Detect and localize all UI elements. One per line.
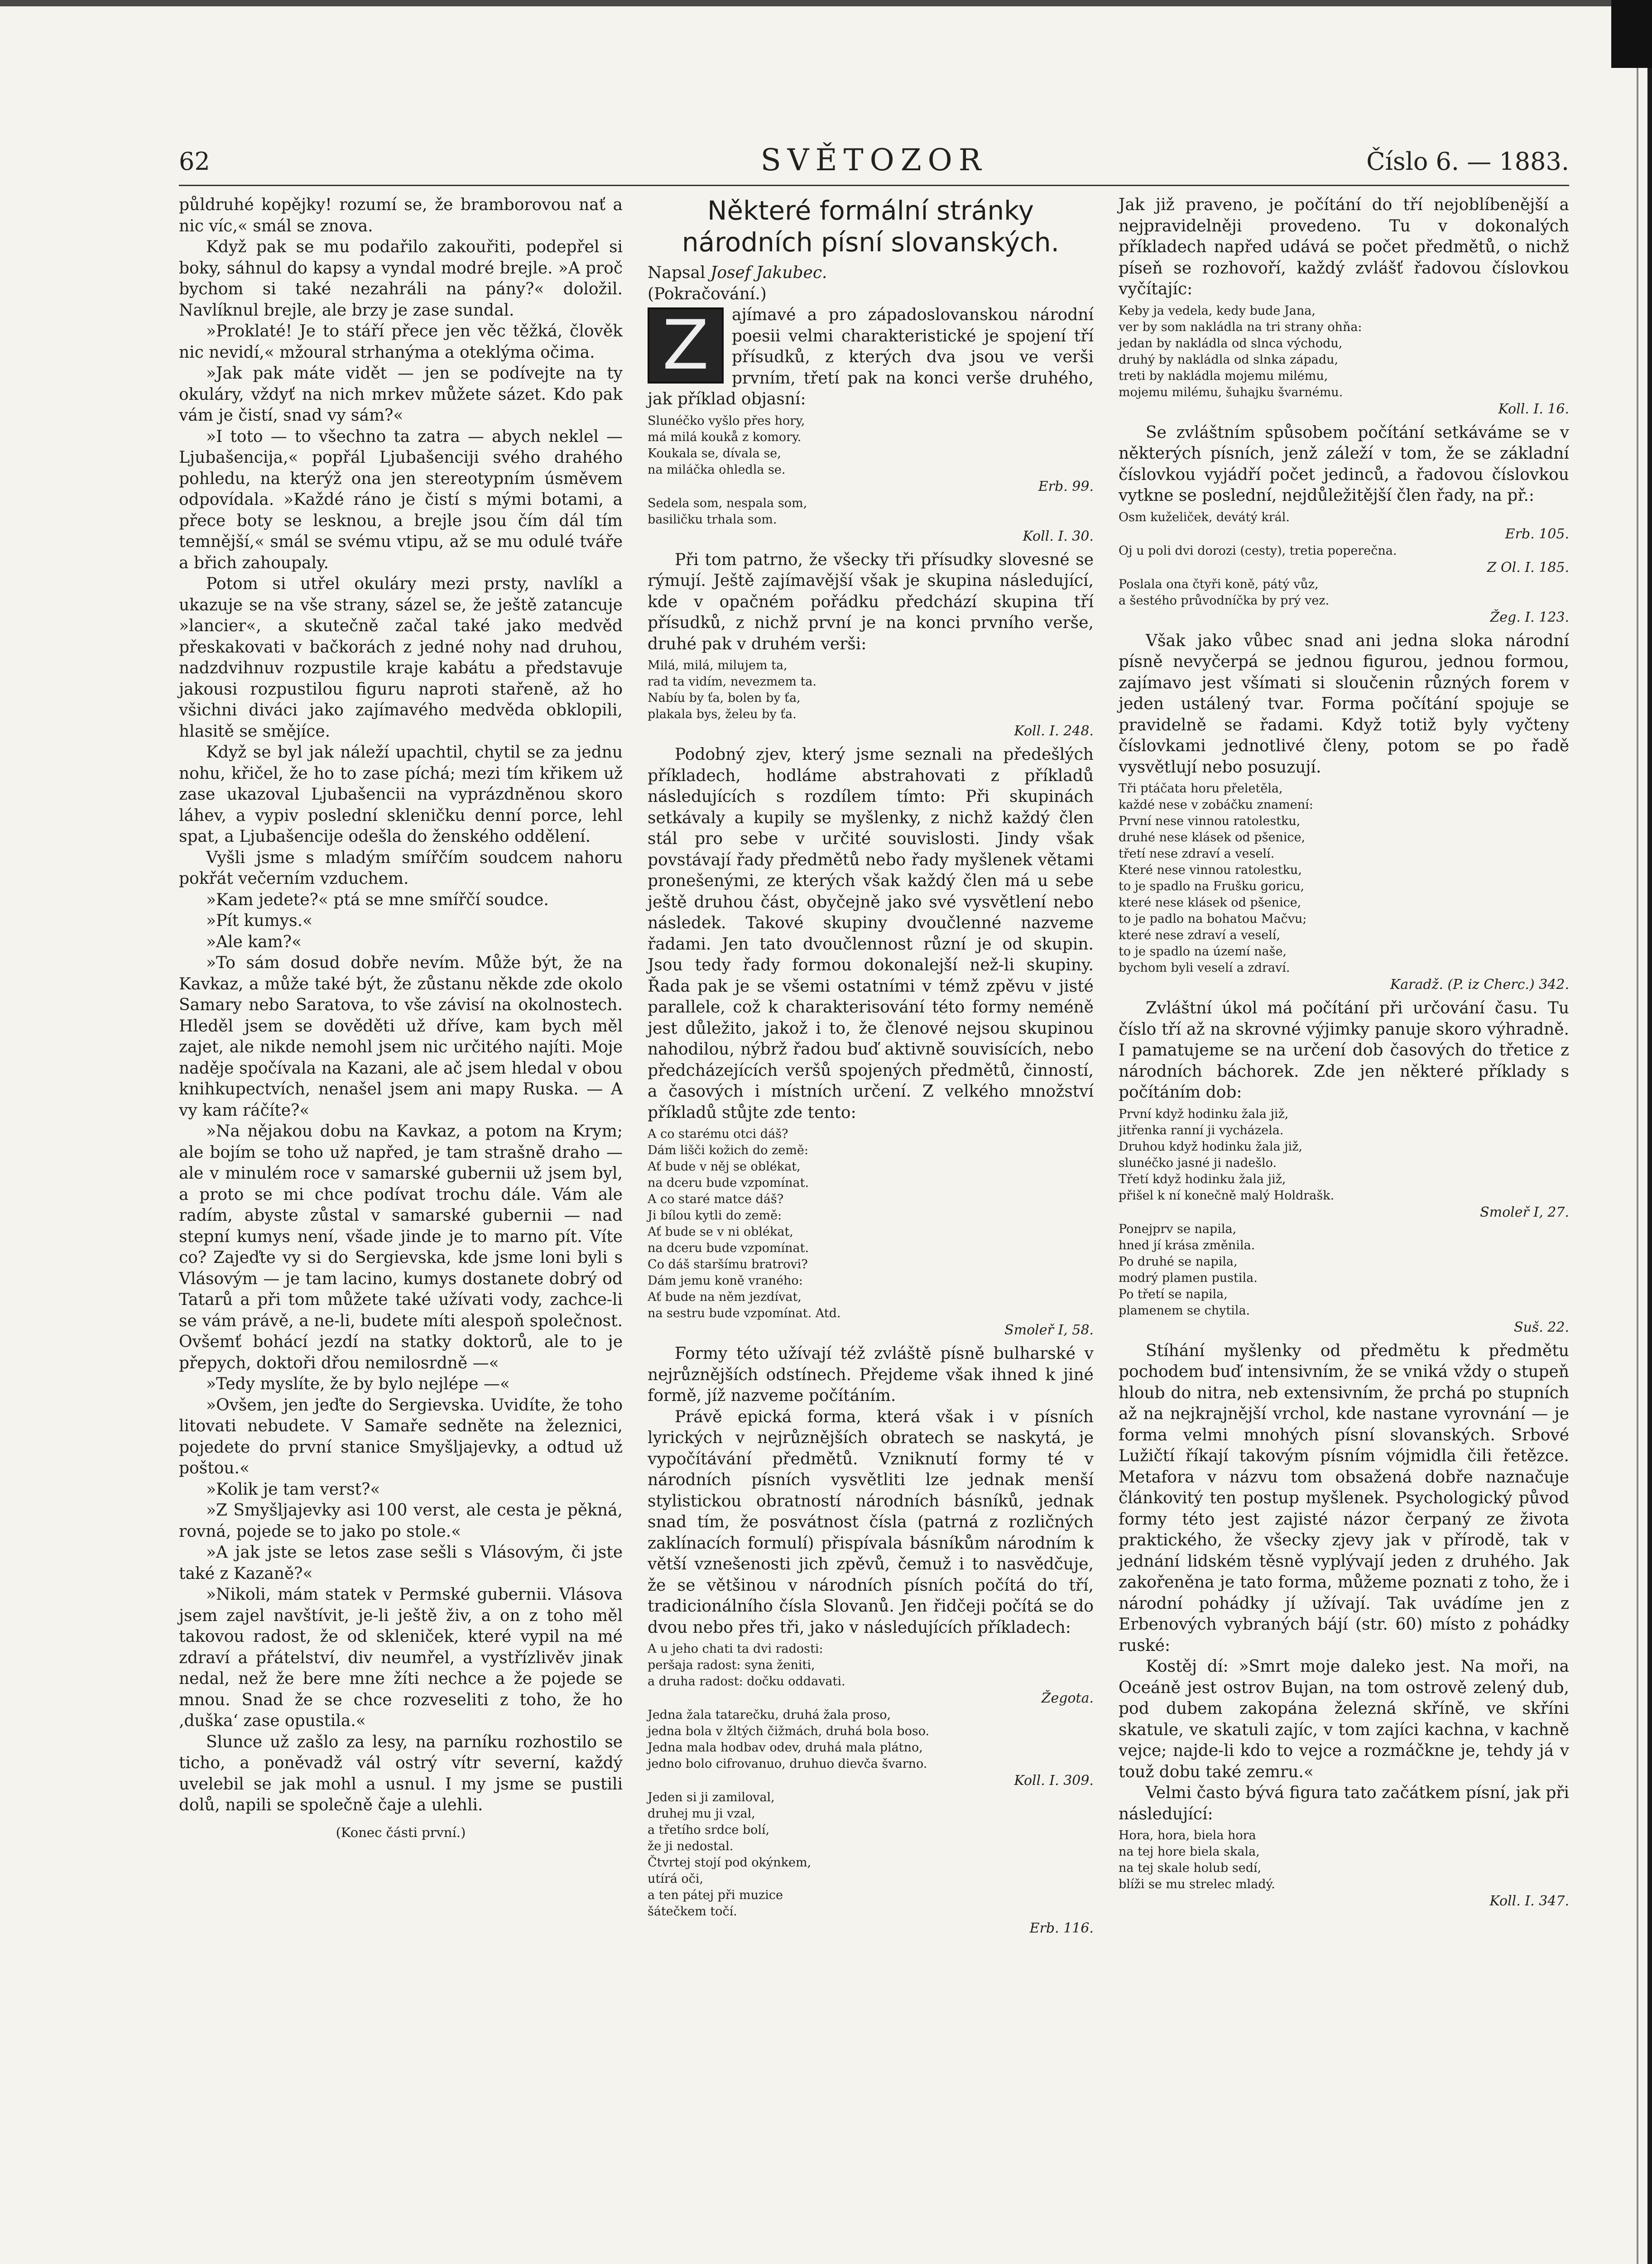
verse-line: každé nese v zobáčku znamení: <box>1119 798 1313 812</box>
paragraph: »A jak jste se letos zase sešli s Vlásovým, či jste také z Kazaně?« <box>179 1543 623 1583</box>
byline <box>648 263 1094 284</box>
page-number: 62 <box>179 147 210 176</box>
scan-edge-right <box>1647 0 1652 2264</box>
verse-line: Poslala ona čtyři koně, pátý vůz, <box>1119 577 1319 591</box>
verse-line: Koukala se, dívala se, <box>648 446 781 460</box>
verse-line: že ji nedostal. <box>648 1839 734 1853</box>
verse-line: Milá, milá, milujem ta, <box>648 658 788 672</box>
verse-citation: Smoleř I, 58. <box>1004 1322 1094 1338</box>
verse-line: První nese vinnou ratolestku, <box>1119 814 1301 828</box>
verse-line: Oj u poli dvi dorozi (cesty), tretia poperečna. <box>1119 543 1397 558</box>
journal-title: SVĚTOZOR <box>760 143 988 177</box>
verse-line: Jedna žala tatarečku, druhá žala proso, <box>648 1708 891 1722</box>
paragraph: Vyšli jsme s mladým smířčím soudcem nahoru pokřát večerním vzduchem. <box>179 848 623 888</box>
verse-citation: Žegota. <box>1041 1690 1094 1706</box>
verse-line: Slunéčko vyšlo přes hory, <box>648 413 805 428</box>
issue-label: Číslo 6. — 1883. <box>1366 147 1569 176</box>
verse-line: mojemu milému, šuhajku švarnému. <box>1119 385 1343 399</box>
header-rule <box>179 185 1569 186</box>
paragraph: Formy této užívají též zvláště písně bulharské v nejrůznějších odstínech. Přejdeme však ihned k jiné formě, jíž nazveme počítáním. <box>648 1344 1094 1405</box>
verse-citation: Erb. 116. <box>1029 1920 1094 1936</box>
verse-line: na dceru bude vzpomínat. <box>648 1176 809 1190</box>
verse-line: plakala bys, želeu by ťa. <box>648 707 797 721</box>
verse-citation: Koll. I. 30. <box>1023 528 1094 544</box>
verse-line: přišel k ní konečně malý Holdrašk. <box>1119 1188 1335 1203</box>
verse-line: Druhou když hodinku žala již, <box>1119 1139 1303 1154</box>
verse-line: jedan by nakládla od slnca východu, <box>1119 336 1343 350</box>
verse-line: Dám lišči kožich do země: <box>648 1143 808 1157</box>
column-2 <box>648 195 1094 1942</box>
verse-line: na tej skale holub sedí, <box>1119 1861 1262 1875</box>
verse-line: A co starému otci dáš? <box>648 1127 788 1141</box>
paragraph: »Kam jedete?« ptá se mne smířčí soudce. <box>206 890 549 909</box>
initial-letter: Z <box>648 307 724 384</box>
verse-citation: Suš. 22. <box>1513 1319 1569 1335</box>
paragraph: Zvláštní úkol má počítání při určování času. Tu číslo tří až na skrovné výjimky panuje skoro výhradně. I pamatujeme se na určení dob časových do třetice z národních báchorek. Zde jen některé příklady s počítáním dob: <box>1119 999 1569 1102</box>
verse-citation: Koll. I. 248. <box>1014 723 1094 739</box>
paragraph: půldruhé kopějky! rozumí se, že bramborovou nať a nic víc,« smál se znova. <box>179 196 623 235</box>
paragraph: »Ale kam?« <box>206 932 302 951</box>
verse-line: peršaja radost: syna ženiti, <box>648 1658 815 1672</box>
verse-line: Ať bude na něm jezdívat, <box>648 1290 802 1304</box>
verse-line: Které nese vinnou ratolestku, <box>1119 863 1302 877</box>
verse <box>648 413 1094 545</box>
paragraph: Když pak se mu podařilo zakouřiti, podepřel si boky, sáhnul do kapsy a vyndal modré brejle. »A proč bychom si také nezahráli na pány?« doložil. Navlíknul brejle, ale brzy je zase sundal. <box>179 238 623 320</box>
paragraph: Jak již praveno, je počítání do tří nejoblíbenější a nejpravidelněji provedeno. Tu v dokonalých příkladech napřed udává se počet předmětů, o nichž píseň se rozhovoří, každý zvlášť řadovou číslovkou vyčítajíc: <box>1119 196 1569 298</box>
verse-line: Keby ja vedela, kedy bude Jana, <box>1119 303 1316 318</box>
verse-line: a šestého průvodníčka by prý vez. <box>1119 593 1330 608</box>
verse-citation: Koll. I. 309. <box>1014 1773 1094 1789</box>
verse-line: to je spadlo na Frušku goricu, <box>1119 879 1305 893</box>
verse-line: druhý by nakládla od slnka západu, <box>1119 352 1339 367</box>
verse-citation: Žeg. I. 123. <box>1490 609 1569 625</box>
verse-line: Jedna mala hodbav odev, druhá mala plátno, <box>648 1741 923 1755</box>
verse-line: ver by som nakládla na tri strany ohňa: <box>1119 320 1362 334</box>
verse-line: to je spadlo na území naše, <box>1119 945 1287 959</box>
verse-line: Čtvrtej stojí pod okýnkem, <box>648 1856 812 1870</box>
verse-line: Ať bude v něj se oblékat, <box>648 1160 801 1174</box>
verse-line: Ponejprv se napila, <box>1119 1222 1237 1236</box>
verse-line: bychom byli veselí a zdraví. <box>1119 961 1290 975</box>
author-name: Josef Jakubec. <box>710 264 827 282</box>
verse-line: na miláčka ohledla se. <box>648 462 786 477</box>
verse <box>1119 303 1569 418</box>
paragraph: Kostěj dí: »Smrt moje daleko jest. Na moři, na Oceáně jest ostrov Bujan, na tom ostrově zelený dub, pod dubem zakopána železná skříně, ve skříni skatule, ve skatuli zajíc, v tom zajíci kachna, v kachně vejce; najde-li kdo to vejce a rozmáčkne je, tehdy já v touž dobu také zemru.« <box>1119 1657 1569 1781</box>
paragraph: Podobný zjev, který jsme seznali na předešlých příkladech, hodláme abstrahovati z příkladů následujících s rozdílem tímto: Při skupinách setkávaly a kupily se myšlenky, z nichž každý člen stál pro sebe v určité souvislosti. Jindy však povstávají řady předmětů nebo řady myšlenek větami pronešenými, ze kterých však každý člen má u sebe ještě druhou část, obyčejně jako své vysvětlení nebo následek. Takové skupiny dvoučlenné nazveme řadami. Jen tato dvoučlennost různí je od skupin. Jsou tedy řady formou dokonalejší než-li skupiny. Řada pak je se všemi ostatními v témž zpěvu v jisté parallele, což k charakterisování této formy neméně jest důležito, jakož i to, že členové nejsou skupinou nahodilou, nýbrž řadou buď aktivně souvisících, nebo předcházejících veršů spojených předmětů, činností, a časových i místních určení. Z velkého množství příkladů stůjte zde tento: <box>648 745 1094 1122</box>
verse-line: Dám jemu koně vraného: <box>648 1274 803 1288</box>
verse-line: rad ta vidím, nevezmem ta. <box>648 675 817 689</box>
verse-line: šátečkem točí. <box>648 1904 737 1919</box>
page-header <box>179 143 1569 183</box>
paragraph: »Nikoli, mám statek v Permské gubernii. Vlásova jsem zajel navštívit, je-li ještě živ, a on z toho měl takovou radost, že od skleniček, které vypil na mé zdraví a přátelství, div neumřel, a vystřízlivěv jinak nedal, než že bere mne žíti nechce a že pojede se mnou. Snad že se chce rozveseliti z toho, že ho ‚duška‘ zase opustila.« <box>179 1585 623 1730</box>
verse-line: a druha radost: dočku oddavati. <box>648 1674 845 1688</box>
verse <box>1119 509 1569 626</box>
verse <box>1119 1106 1569 1336</box>
paragraph: Při tom patrno, že všecky tři přísudky slovesné se rýmují. Ještě zajímavější však je skupina následující, kde v opačném pořádku předchází skupina tří přísudků, z nichž první je na konci prvního verše, druhé pak v druhém verši: <box>648 550 1094 653</box>
verse-line: Co dáš staršímu bratrovi? <box>648 1257 808 1271</box>
paragraph: »Proklaté! Je to stáří přece jen věc těžká, člověk nic nevidí,« mžoural strhanýma a oteklýma očima. <box>179 322 623 362</box>
verse-line: utírá oči, <box>648 1872 704 1886</box>
scan-edge-line <box>1637 0 1638 2264</box>
verse-line: Ji bílou kytli do země: <box>648 1209 782 1223</box>
verse-line: to je padlo na bohatou Mačvu; <box>1119 912 1307 926</box>
verse-line: má milá koukå z komory. <box>648 430 802 444</box>
column-1 <box>179 195 623 1842</box>
verse-line: a třetího srdce bolí, <box>648 1823 770 1837</box>
byline-prefix: Napsal <box>648 264 706 282</box>
end-note: (Konec části první.) <box>336 1824 466 1840</box>
verse-line: které nese zdraví a veselí, <box>1119 928 1281 942</box>
verse-line: plamenem se chytila. <box>1119 1303 1250 1318</box>
verse-citation: Erb. 99. <box>1038 478 1094 494</box>
paragraph: »Na nějakou dobu na Kavkaz, a potom na Krym; ale bojím se toho už napřed, je tam strašně draho — ale v minulém roce v samarské gubernii už jsem byl, a proto se mi chce podívat trochu dále. Vám ale radím, abyste zůstal v samarské gubernii — nad stepní kumys není, všade jinde je to marno pít. Víte co? Zajeďte vy si do Sergievska, kde jsme loni byli s Vlásovým — je tam lacino, kumys dostanete dobrý od Tatarů a při tom můžete také užívati vody, zachce-li se vám právě, a ne-li, budete míti alespoň společnost. Ovšemť bohácí jezdí na statky doktorů, ale to je přepych, doktoři dřou nemilosrdně —« <box>179 1122 623 1372</box>
paragraph: Když se byl jak náleží upachtil, chytil se za jednu nohu, křičel, že ho to zase píchá; mezi tím křikem už zase ukazoval Ljubašencii na vyprázdněnou skoro láhev, a vypiv poslední skleničku denní porce, lehl spat, a Ljubašencije odešla do ženského oddělení. <box>179 743 623 846</box>
verse <box>648 1126 1094 1339</box>
verse-line: První když hodinku žala již, <box>1119 1107 1289 1121</box>
verse-citation: Erb. 105. <box>1505 526 1569 542</box>
verse-line: na dceru bude vzpomínat. <box>648 1241 809 1255</box>
verse-line: Ať bude se v ni oblékat, <box>648 1225 793 1239</box>
paragraph: Právě epická forma, která však i v písních lyrických v nejrůznějších obratech se naskytá, je vypočítávání předmětů. Vzniknutí formy té v národních písních vysvětliti lze jednak menší stylistickou obratností národních básníků, jednak snad tím, že posvátnost čísla (patrná z rozličných zaklínacích formulí) přispívala básníkům národním k větší vznešenosti jich zpěvů, čemuž i to nasvědčuje, že se většinou v národních písních počítá do tří, tradicionálního čísla Slovanů. Jen řidčeji počítá se do dvou nebo přes tři, jako v následujících příkladech: <box>648 1407 1094 1637</box>
verse <box>648 1641 1094 1937</box>
paragraph: »Pít kumys.« <box>206 911 313 930</box>
verse-line: treti by nakládla mojemu milému, <box>1119 369 1328 383</box>
verse-line: blíži se mu strelec mladý. <box>1119 1877 1275 1891</box>
verse-line: druhej mu ji vzal, <box>648 1807 755 1821</box>
verse-line: jedna bola v žltých čižmách, druhá bola boso. <box>648 1724 930 1738</box>
article-title: Některé formální stránky národních písní slovanských. <box>682 195 1060 258</box>
paragraph: »Ovšem, jen jeďte do Sergievska. Uvidíte, že toho litovati nebudete. V Samaře sedněte na železnici, pojedete do první stanice Smyšljajevky, a odtud už poštou.« <box>179 1396 623 1477</box>
verse-line: jitřenka ranní ji vycházela. <box>1119 1123 1284 1137</box>
verse-line: a ten pátej při muzice <box>648 1888 783 1902</box>
verse-citation: Smoleř I, 27. <box>1480 1204 1569 1220</box>
paragraph: Slunce už zašlo za lesy, na parníku rozhostilo se ticho, a poněvadž vál ostrý vítr severní, každý uvelebil se jak mohl a usnul. I my jsme se pustili dolů, napili se společně čaje a ulehli. <box>179 1732 623 1814</box>
verse-citation: Karadž. (P. iz Cherc.) 342. <box>1390 977 1569 993</box>
verse-line: třetí nese zdraví a veselí. <box>1119 847 1275 861</box>
verse-line: na tej hore biela skala, <box>1119 1845 1260 1859</box>
verse-line: Osm kuželiček, devátý král. <box>1119 510 1290 524</box>
verse-citation: Koll. I. 16. <box>1498 401 1569 417</box>
paragraph: Se zvláštním spůsobem počítání setkáváme se v některých písních, jenž záleží v tom, že se základní číslovkou vyjádří počet jedinců, a řadovou číslovkou vytkne se poslední, nejdůležitější člen řady, na př.: <box>1119 423 1569 505</box>
verse-line: A u jeho chati ta dvi radosti: <box>648 1642 823 1656</box>
intro-paragraph: ajímavé a pro západoslovanskou národní poesii velmi charakteristické je spojení tří přísudků, z kterých dva jsou ve verši prvním, třetí pak na konci verše druhého, jak příklad objasní: <box>648 306 1094 408</box>
verse-line: Sedela som, nespala som, <box>648 496 807 510</box>
paragraph: »Tedy myslíte, že by bylo nejlépe —« <box>206 1375 510 1393</box>
verse-line: jedno bolo cifrovanuo, druhuo dievča švarno. <box>648 1757 927 1771</box>
scan-corner <box>1611 0 1652 68</box>
verse-line: Nabíu by ťa, bolen by ťa, <box>648 691 801 705</box>
verse-line: hned jí krása změnila. <box>1119 1238 1255 1252</box>
verse-line: které nese klásek od pšenice, <box>1119 896 1301 910</box>
verse <box>648 657 1094 740</box>
verse-line: na sestru bude vzpomínat. Atd. <box>648 1306 841 1320</box>
paragraph: »Z Smyšljajevky asi 100 verst, ale cesta je pěkná, rovná, pojede se to jako po stole.« <box>179 1501 623 1541</box>
paragraph: »Kolik je tam verst?« <box>206 1480 380 1499</box>
verse-line: modrý plamen pustila. <box>1119 1271 1258 1285</box>
verse <box>1119 1828 1569 1910</box>
verse-line: Hora, hora, biela hora <box>1119 1828 1256 1842</box>
paragraph: Velmi často bývá figura tato začátkem písní, jak při následující: <box>1119 1784 1569 1823</box>
verse-line: druhé nese klásek od pšenice, <box>1119 830 1306 844</box>
verse-line: Po třetí se napila, <box>1119 1287 1228 1301</box>
verse-line: A co staré matce dáš? <box>648 1192 784 1206</box>
verse <box>1119 781 1569 993</box>
verse-line: Jeden si ji zamiloval, <box>648 1790 775 1804</box>
verse-line: basiličku trhala som. <box>648 512 777 527</box>
verse-citation: Z Ol. I. 185. <box>1487 559 1569 576</box>
verse-line: slunéčko jasné ji nadešlo. <box>1119 1156 1277 1170</box>
paragraph: »Jak pak máte vidět — jen se podívejte na ty okuláry, vždyť na nich mrkev můžete sázet. Kdo pak vám je čistí, snad vy sám?« <box>179 364 623 425</box>
verse-line: Po druhé se napila, <box>1119 1254 1238 1269</box>
verse-citation: Koll. I. 347. <box>1489 1893 1569 1909</box>
verse-line: Třetí když hodinku žala již, <box>1119 1172 1286 1186</box>
verse-line: Tři ptáčata horu přeletěla, <box>1119 782 1283 796</box>
scan-edge-top <box>0 0 1652 6</box>
paragraph: Stíhání myšlenky od předmětu k předmětu pochodem buď intensivním, že se vniká vždy o stupeň hloub do nitra, neb extensivním, že prchá po stupních až na nejkrajnější vrchol, kde nastane vyrovnání — je forma velmi mnohých písní slovanských. Srbové Lužičtí říkají takovým písním vójmidla čili řetězce. Metafora v názvu tom obsažená dobře naznačuje článkovitý ten postup myšlenek. Psychologický původ formy této jest zajisté názor čerpaný ze života praktického, že všecky zjevy jak v přírodě, tak v jednání lidském těsně vyplývají jeden z druhého. Jak zakořeněna je tato forma, můžeme poznati z toho, že i národní pohádky jí užívají. Tak uvádíme jen z Erbenových vybraných bájí (str. 60) místo z pohádky ruské: <box>1119 1341 1569 1655</box>
paragraph: Však jako vůbec snad ani jedna sloka národní písně nevyčerpá se jednou figurou, jednou formou, zajímavo jest všímati si sloučenin různých forem v jeden ustálený tvar. Forma počítání spojuje se pravidelně se řadami. Když totiž byly vyčteny číslovkami jednotlivé členy, potom se po řadě vysvětlují nebo posuzují. <box>1119 631 1569 777</box>
paragraph: Potom si utřel okuláry mezi prsty, navlíkl a ukazuje se na vše strany, sázel se, že ještě zatancuje »lancier«, a skutečně začal také jako medvěd přeskakovati v bačkorách z jedné nohy nad druhou, nadzdvihnuv rozpustile kraje kabátu a představuje jakousi rozpustilou figuru naproti stařeně, až ho všichni diváci jako zajímavého medvěda obklopili, hlasitě se smějíce. <box>179 575 623 741</box>
column-3 <box>1119 195 1569 1914</box>
continued-note: (Pokračování.) <box>648 284 767 303</box>
paragraph: »I toto — to všechno ta zatra — abych neklel — Ljubašencija,« popřál Ljubašenciji svého drahého pohledu, na kterýž ona jen stereotypním úsměvem odpovídala. »Každé ráno je čistí s mými botami, a přece boty se lesknou, a brejle jsou čím dál tím temnější,« smál se svému vtipu, až se mu odulé tváře a břich zahoupaly. <box>179 427 623 572</box>
paragraph: »To sám dosud dobře nevím. Může být, že na Kavkaz, a může také být, že zůstanu někde zde okolo Samary nebo Saratova, to vše závisí na okolnostech. Hleděl jsem se dověděti už dříve, kam bych měl zajet, ale nikde nemohl jsem nic určitého najíti. Moje naděje spočívala na Kazani, ale ač jsem hledal v obou knihkupectvích, nenašel jsem ani mapy Ruska. — A vy kam ráčíte?« <box>179 954 623 1120</box>
